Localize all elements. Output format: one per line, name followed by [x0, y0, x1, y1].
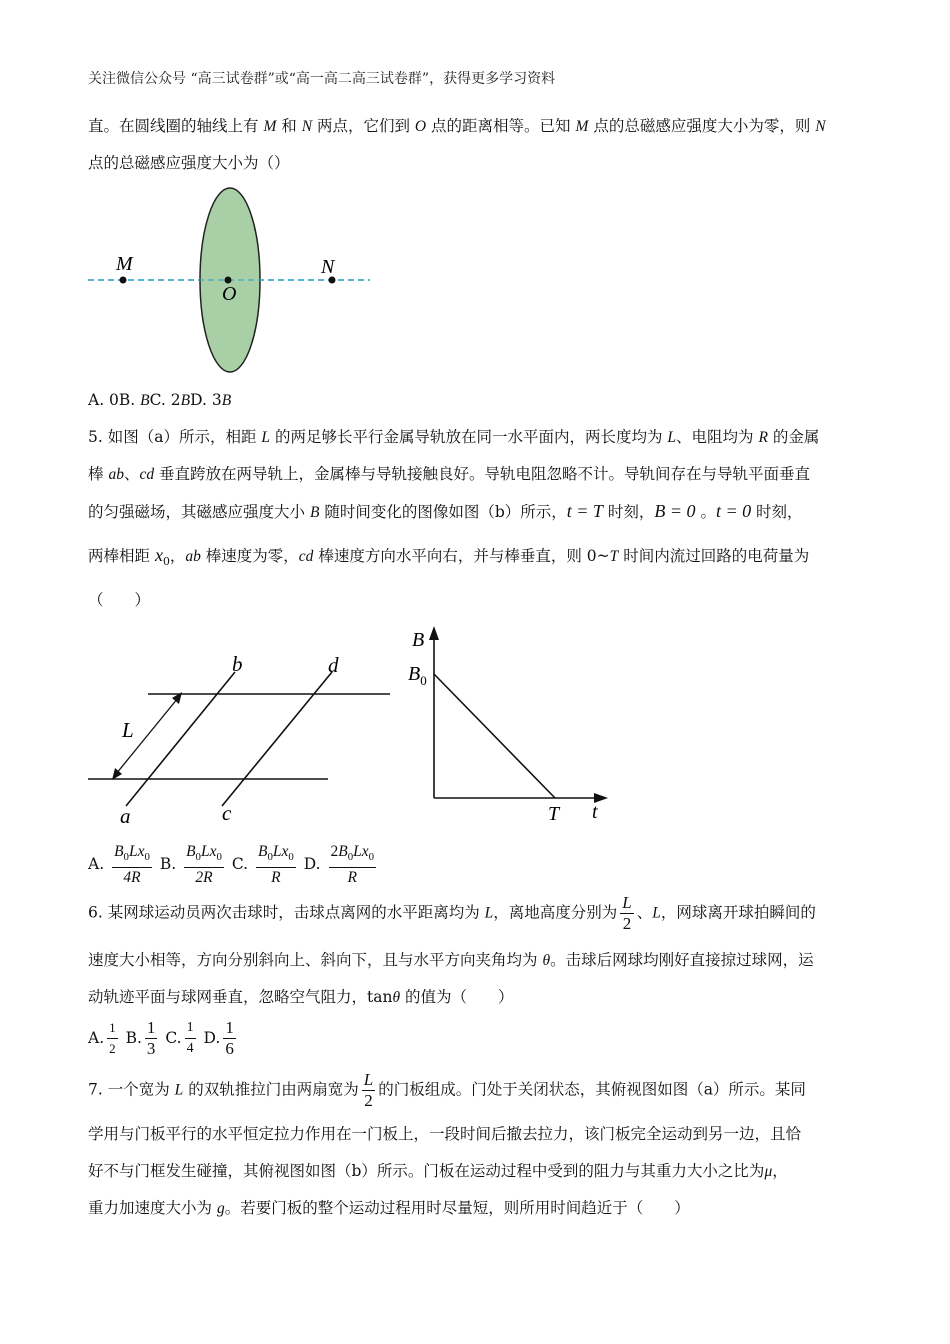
q5-option-d[interactable]: D. $\frac{2B_0Lx_0}{R}$ — [303, 843, 375, 887]
q5-line-1: 5. 如图（a）所示，相距 L 的两足够长平行金属导轨放在同一水平面内，两长度均为 L、电阻均为 R 的金属 — [88, 428, 820, 446]
rod-cd — [222, 672, 332, 806]
label-t-cap: T — [548, 803, 560, 825]
q5-option-a[interactable]: A. $\frac{B_0Lx_0}{4R}$ — [88, 843, 150, 887]
q7-line-4: 重力加速度大小为 g。若要门板的整个运动过程用时尽量短，则所用时间趋近于（ ） — [88, 1199, 690, 1217]
q5-line-5: （ ） — [88, 591, 151, 609]
q6-options — [88, 1018, 239, 1059]
rails-figure — [80, 640, 400, 830]
label-a: a — [120, 804, 131, 828]
q5-line-2: 棒 ab、cd 垂直跨放在两导轨上，金属棒与导轨接触良好。导轨电阻忽略不计。导轨间存在与导轨平面垂直 — [88, 465, 811, 483]
q7-line-1: 7. 一个宽为 L 的双轨推拉门由两扇宽为 $\frac{L}{2}$ 的门板组成。门处于关闭状态，其俯视图如图（a）所示。某同 — [88, 1070, 806, 1110]
label-o: O — [222, 283, 237, 305]
q6-option-a[interactable]: A. $\frac{1}{2}$ — [88, 1020, 116, 1056]
q6-option-c[interactable]: C. $\frac{1}{4}$ — [165, 1020, 194, 1056]
q6-line-2: 速度大小相等，方向分别斜向上、斜向下，且与水平方向夹角均为 θ。击球后网球均刚好直接掠过球网，运 — [88, 951, 814, 969]
y-axis-arrow — [429, 626, 439, 640]
q4-line-1: 直。在圆线圈的轴线上有 M 和 N 两点，它们到 O 点的距离相等。已知 M 点的总磁感应强度大小为零，则 N — [88, 117, 826, 135]
b-line — [434, 674, 555, 798]
q6-option-b[interactable]: B. $\frac{1}{3}$ — [125, 1018, 156, 1058]
q4-line-2: 点的总磁感应强度大小为（） — [88, 154, 290, 172]
q5-options — [88, 842, 379, 888]
label-b-axis: B — [412, 629, 425, 651]
label-m: M — [116, 253, 133, 275]
q5-line-4: 两棒相距 $x_0$，ab 棒速度为零，cd 棒速度方向水平向右，并与棒垂直，则 0~T 时间内流过回路的电荷量为 — [88, 545, 810, 569]
label-l: L — [122, 718, 134, 742]
q5-option-c[interactable]: C. $\frac{B_0Lx_0}{R}$ — [231, 843, 294, 887]
q6-line-1: 6. 某网球运动员两次击球时，击球点离网的水平距离均为 L，离地高度分别为 $\frac{L}{2}$ 、L，网球离开球拍瞬间的 — [88, 893, 816, 933]
label-d: d — [328, 653, 339, 677]
label-b0: $B_0$ — [408, 663, 427, 688]
page-header: 关注微信公众号 “高三试卷群”或“高一高二高三试卷群”，获得更多学习资料 — [88, 71, 556, 87]
rod-ab — [126, 672, 235, 806]
q5-line-3: 的匀强磁场，其磁感应强度大小 B 随时间变化的图像如图（b）所示，t = T 时刻，B = 0 。t = 0 时刻， — [88, 501, 803, 521]
coil-figure — [80, 180, 380, 380]
q7-line-2: 学用与门板平行的水平恒定拉力作用在一门板上，一段时间后撤去拉力，该门板完全运动到另一边，且恰 — [88, 1125, 802, 1143]
q4-options: A. 0B. BC. 2BD. 3B — [88, 391, 232, 409]
bt-graph — [400, 622, 620, 827]
q6-line-3: 动轨迹平面与球网垂直，忽略空气阻力，tanθ 的值为（ ） — [88, 988, 514, 1006]
q5-option-b[interactable]: B. $\frac{B_0Lx_0}{2R}$ — [159, 843, 222, 887]
label-n: N — [321, 256, 335, 278]
q6-option-d[interactable]: D. $\frac{1}{6}$ — [203, 1018, 234, 1058]
q7-line-3: 好不与门框发生碰撞，其俯视图如图（b）所示。门板在运动过程中受到的阻力与其重力大小之比为μ， — [88, 1162, 788, 1180]
label-b: b — [232, 652, 243, 676]
point-m — [120, 277, 127, 284]
label-t-axis: t — [592, 801, 598, 823]
label-c: c — [222, 801, 232, 825]
